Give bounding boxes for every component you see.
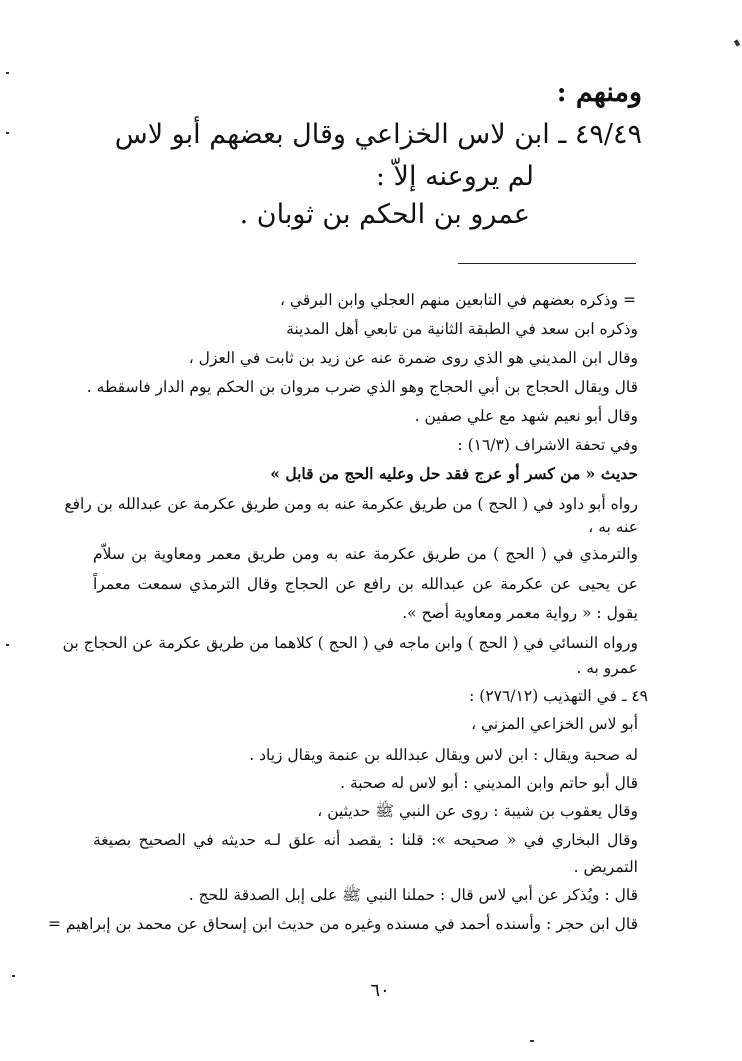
footnote-line: ورواه النسائي في ( الحج ) وابن ماجه في ( الحج ) كلاهما من طريق عكرمة عن الحجاج بن — [62, 634, 638, 652]
footnote-line: رواه أبو داود في ( الحج ) من طريق عكرمة عنه به ومن طريق عكرمة عن عبدالله بن رافع — [64, 495, 638, 513]
footnote-line: وفي تحفة الاشراف (١٦/٣) : — [457, 436, 638, 454]
footnote-line: قال ابن حجر : وأسنده أحمد في مسنده وغيره من حديث ابن إسحاق عن محمد بن إبراهيم = — [48, 915, 638, 933]
footnote-line: وقال أبو نعيم شهد مع علي صفين . — [414, 407, 638, 425]
footnote-line: = وذكره بعضهم في التابعين منهم العجلي وابن البرقي ، — [280, 291, 636, 309]
narration-line: لم يروعنه إلاّ : — [375, 161, 534, 192]
entry-heading: ٤٩/٤٩ ـ ابن لاس الخزاعي وقال بعضهم أبو لاس — [114, 119, 642, 150]
scan-mark — [6, 132, 9, 134]
footnote-line: عمرو به . — [576, 659, 638, 677]
footnote-line: التمريض . — [573, 858, 638, 876]
footnote-line: عن يحيى عن عكرمة عن عبدالله بن رافع عن الحجاج وقال الترمذي سمعت معمراً — [93, 575, 638, 593]
footnote-line: عنه به ، — [588, 518, 638, 536]
footnote-separator — [458, 263, 636, 264]
footnote-line: له صحبة ويقال : ابن لاس ويقال عبدالله بن عنمة ويقال زياد . — [249, 746, 638, 764]
footnote-line: وقال يعقوب بن شيبة : روى عن النبي ﷺ حديثين ، — [317, 802, 638, 820]
section-label: ومنهم : — [556, 77, 642, 108]
footnote-line: قال أبو حاتم وابن المديني : أبو لاس له صحبة . — [340, 774, 638, 792]
footnote-line: وقال ابن المديني هو الذي روى ضمرة عنه عن زيد بن ثابت في العزل ، — [188, 349, 638, 367]
footnote-line: ٤٩ ـ في التهذيب (٢٧٦/١٢) : — [469, 687, 648, 705]
footnote-line: أبو لاس الخزاعي المزني ، — [471, 715, 638, 733]
page-number: ٦٠ — [370, 980, 390, 1001]
scan-mark — [734, 39, 740, 46]
footnote-line: والترمذي في ( الحج ) من طريق عكرمة عنه به ومن طريق معمر ومعاوية بن سلاّم — [93, 545, 638, 563]
footnote-line: قال ويقال الحجاج بن أبي الحجاج وهو الذي ضرب مروان بن الحكم يوم الدار فاسقطه . — [86, 378, 638, 396]
scan-mark — [6, 72, 9, 74]
footnote-line: يقول : « رواية معمر ومعاوية أصح ». — [402, 604, 638, 622]
scan-mark — [12, 975, 15, 977]
footnote-line: وقال البخاري في « صحيحه »: قلنا : يقصد أنه علق لـه حديثه في الصحيح بصيغة — [93, 831, 638, 849]
scan-mark — [530, 1040, 534, 1042]
footnote-line: قال : ويُذكر عن أبي لاس قال : حملنا النبي ﷺ على إبل الصدقة للحج . — [188, 886, 638, 904]
footnote-line: حديث « من كسر أو عرج فقد حل وعليه الحج من قابل » — [270, 464, 638, 483]
narrator-name: عمرو بن الحكم بن ثوبان . — [239, 199, 530, 230]
scan-mark — [6, 644, 9, 646]
footnote-line: وذكره ابن سعد في الطبقة الثانية من تابعي أهل المدينة — [286, 320, 638, 338]
